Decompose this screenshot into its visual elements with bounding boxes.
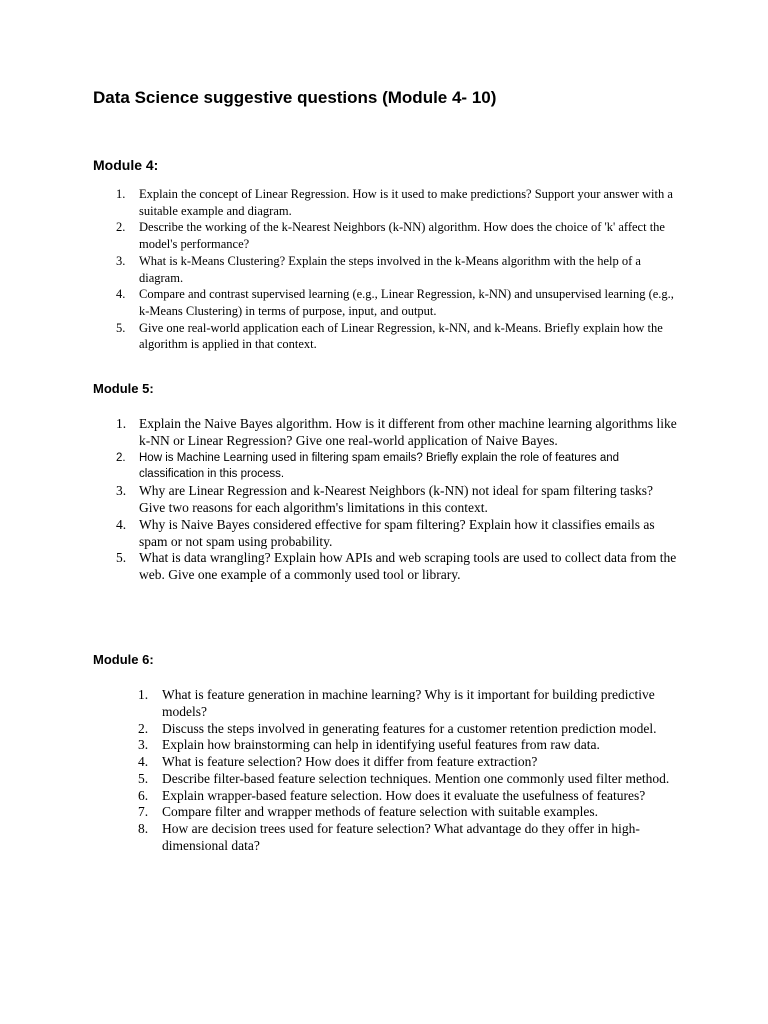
list-item	[116, 219, 679, 252]
question-text: Explain wrapper-based feature selection. How does it evaluate the usefulness of features?	[162, 787, 646, 803]
question-text: Explain the Naive Bayes algorithm. How is it different from other machine learning algorithms like k-NN or Linear Regression? Give one real-world application of Naive Bayes.	[139, 416, 677, 448]
question-text: How is Machine Learning used in filtering spam emails? Briefly explain the role of features and classification in this process.	[139, 451, 620, 481]
question-text: Give one real-world application each of Linear Regression, k-NN, and k-Means. Briefly explain how the algorithm is applied in that context.	[139, 320, 663, 352]
list-item	[138, 787, 682, 805]
module-6-heading: Module 6:	[93, 652, 154, 667]
question-number: 3.	[138, 737, 149, 753]
list-item	[116, 186, 679, 219]
question-text: Explain how brainstorming can help in identifying useful features from raw data.	[162, 737, 600, 753]
question-number: 1.	[138, 687, 149, 702]
question-text: What is data wrangling? Explain how APIs and web scraping tools are used to collect data from the web. Give one example of a commonly used tool or library.	[139, 550, 677, 583]
question-number: 2.	[138, 720, 149, 736]
list-item	[138, 804, 682, 821]
list-item	[138, 687, 682, 721]
question-text: Discuss the steps involved in generating features for a customer retention prediction model.	[162, 720, 657, 736]
question-number: 4.	[116, 516, 127, 532]
list-item	[116, 483, 679, 517]
question-number: 5.	[116, 550, 127, 566]
list-item	[116, 286, 679, 319]
list-item	[138, 821, 682, 855]
question-text: Describe the working of the k-Nearest Neighbors (k-NN) algorithm. How does the choice of 'k' affect the model's performance?	[139, 220, 665, 252]
module-5-question-list	[116, 416, 679, 584]
question-number: 8.	[138, 821, 149, 836]
question-number: 3.	[116, 483, 127, 499]
question-number: 3.	[116, 253, 126, 268]
list-item	[116, 450, 679, 484]
question-number: 6.	[138, 787, 149, 803]
question-number: 5.	[138, 770, 149, 786]
list-item	[138, 754, 682, 771]
list-item	[116, 516, 679, 551]
question-text: Compare and contrast supervised learning (e.g., Linear Regression, k-NN) and unsupervised learning (e.g., k-Means Clustering) in terms of purpose, input, and output.	[139, 287, 674, 318]
question-number: 1.	[116, 187, 126, 201]
question-number: 4.	[116, 287, 126, 302]
question-text: Why are Linear Regression and k-Nearest Neighbors (k-NN) not ideal for spam filtering tasks? Give two reasons for each algorithm's limitations in this context.	[139, 483, 653, 515]
list-item	[138, 737, 682, 754]
question-text: Compare filter and wrapper methods of feature selection with suitable examples.	[162, 804, 598, 820]
document-title: Data Science suggestive questions (Module 4- 10)	[93, 88, 497, 107]
question-number: 2.	[116, 451, 126, 464]
module-4-heading: Module 4:	[93, 157, 159, 173]
question-number: 4.	[138, 754, 149, 769]
question-text: What is feature generation in machine learning? Why is it important for building predictive models?	[162, 687, 655, 719]
question-text: How are decision trees used for feature selection? What advantage do they offer in high-dimensional data?	[162, 821, 640, 853]
question-text: Explain the concept of Linear Regression. How is it used to make predictions? Support your answer with a suitable example and diagram.	[139, 187, 673, 218]
list-item	[138, 770, 682, 788]
list-item	[116, 253, 679, 286]
question-text: What is k-Means Clustering? Explain the steps involved in the k-Means algorithm with the help of a diagram.	[139, 253, 641, 285]
module-4-question-list	[116, 186, 679, 353]
question-text: Why is Naive Bayes considered effective for spam filtering? Explain how it classifies emails as spam or not spam using probability.	[139, 516, 655, 549]
module-5-heading: Module 5:	[93, 381, 154, 396]
list-item	[116, 550, 679, 584]
question-number: 1.	[116, 416, 127, 431]
list-item	[116, 416, 679, 450]
question-text: What is feature selection? How does it differ from feature extraction?	[162, 754, 538, 769]
list-item	[116, 320, 679, 353]
question-text: Describe filter-based feature selection techniques. Mention one commonly used filter method.	[162, 770, 670, 786]
question-number: 2.	[116, 220, 126, 235]
question-number: 7.	[138, 804, 149, 820]
list-item	[138, 720, 682, 738]
question-number: 5.	[116, 320, 126, 335]
module-6-question-list	[138, 687, 682, 855]
